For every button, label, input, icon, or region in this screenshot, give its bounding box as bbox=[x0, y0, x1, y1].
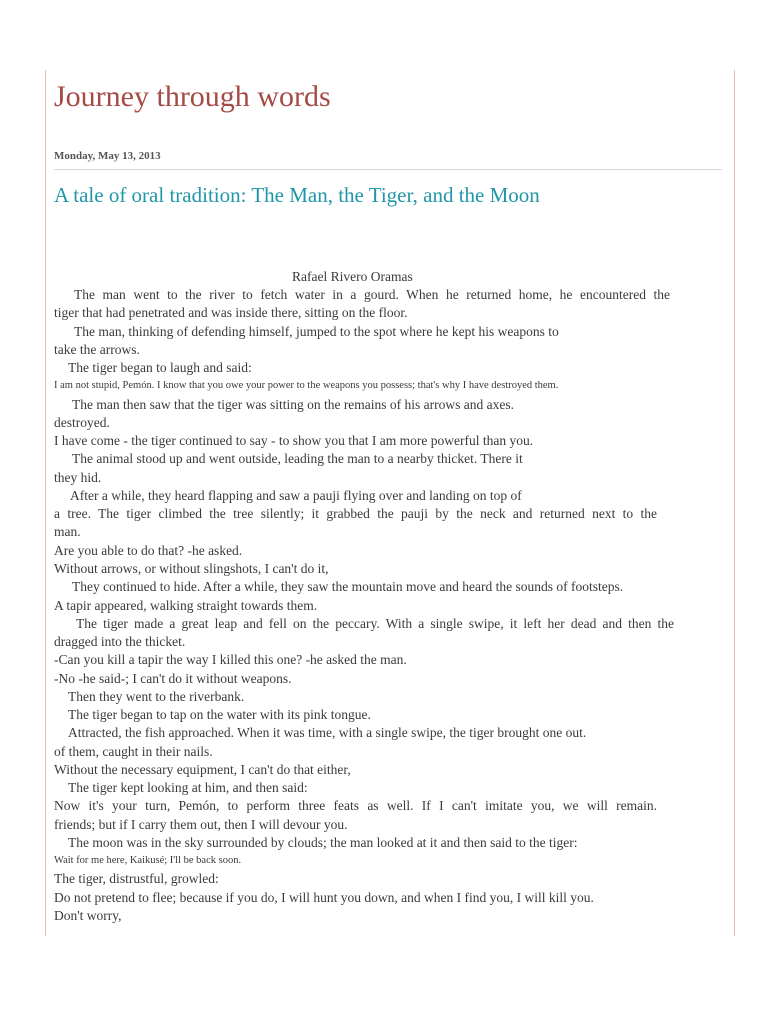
body-line: The man, thinking of defending himself, jumped to the spot where he kept his weapons to bbox=[74, 324, 559, 339]
body-line: Don't worry, bbox=[54, 908, 122, 923]
body-line: -No -he said-; I can't do it without weapons. bbox=[54, 671, 292, 686]
body-line: Now it's your turn, Pemón, to perform three feats as well. If I can't imitate you, we will remain. bbox=[54, 798, 657, 813]
body-line: man. bbox=[54, 524, 81, 539]
blog-title[interactable]: Journey through words bbox=[54, 80, 331, 113]
header-divider bbox=[54, 169, 722, 170]
body-line: Without arrows, or without slingshots, I can't do it, bbox=[54, 561, 329, 576]
body-line: -Can you kill a tapir the way I killed this one? -he asked the man. bbox=[54, 652, 407, 667]
body-line: of them, caught in their nails. bbox=[54, 744, 213, 759]
post-date: Monday, May 13, 2013 bbox=[54, 150, 161, 162]
body-line: The tiger began to laugh and said: bbox=[68, 360, 252, 375]
body-line: Do not pretend to flee; because if you do, I will hunt you down, and when I find you, I will kill you. bbox=[54, 890, 594, 905]
body-line: tiger that had penetrated and was inside there, sitting on the floor. bbox=[54, 305, 408, 320]
body-line: they hid. bbox=[54, 470, 102, 485]
body-line: The moon was in the sky surrounded by clouds; the man looked at it and then said to the tiger: bbox=[68, 835, 578, 850]
body-line: The tiger made a great leap and fell on the peccary. With a single swipe, it left her dead and then the bbox=[76, 616, 674, 631]
post-title[interactable]: A tale of oral tradition: The Man, the Tiger, and the Moon bbox=[54, 183, 540, 207]
body-line: Wait for me here, Kaikusé; I'll be back soon. bbox=[54, 855, 242, 866]
body-line: They continued to hide. After a while, they saw the mountain move and heard the sounds of footsteps. bbox=[72, 579, 624, 594]
body-line: The tiger, distrustful, growled: bbox=[54, 871, 219, 886]
body-line: The man went to the river to fetch water in a gourd. When he returned home, he encountered the bbox=[74, 287, 670, 302]
body-line: Are you able to do that? -he asked. bbox=[54, 543, 243, 558]
body-line: a tree. The tiger climbed the tree silently; it grabbed the pauji by the neck and returned next to the bbox=[54, 506, 657, 521]
body-line: destroyed. bbox=[54, 415, 110, 430]
body-line: Then they went to the riverbank. bbox=[68, 689, 245, 704]
body-line: Without the necessary equipment, I can't do that either, bbox=[54, 762, 351, 777]
body-line: I am not stupid, Pemón. I know that you owe your power to the weapons you possess; that's why I have destroyed them. bbox=[54, 380, 559, 391]
body-line: I have come - the tiger continued to say - to show you that I am more powerful than you. bbox=[54, 433, 534, 448]
body-line: The tiger kept looking at him, and then said: bbox=[68, 780, 308, 795]
body-line: A tapir appeared, walking straight towards them. bbox=[54, 598, 318, 613]
body-line: The man then saw that the tiger was sitting on the remains of his arrows and axes. bbox=[72, 397, 515, 412]
post-author: Rafael Rivero Oramas bbox=[292, 269, 413, 284]
body-line: After a while, they heard flapping and saw a pauji flying over and landing on top of bbox=[70, 488, 522, 503]
body-line: The animal stood up and went outside, leading the man to a nearby thicket. There it bbox=[72, 451, 523, 466]
body-line: friends; but if I carry them out, then I will devour you. bbox=[54, 817, 348, 832]
body-line: The tiger began to tap on the water with its pink tongue. bbox=[68, 707, 371, 722]
body-line: Attracted, the fish approached. When it was time, with a single swipe, the tiger brought one out. bbox=[68, 725, 587, 740]
body-line: take the arrows. bbox=[54, 342, 140, 357]
body-line: dragged into the thicket. bbox=[54, 634, 186, 649]
